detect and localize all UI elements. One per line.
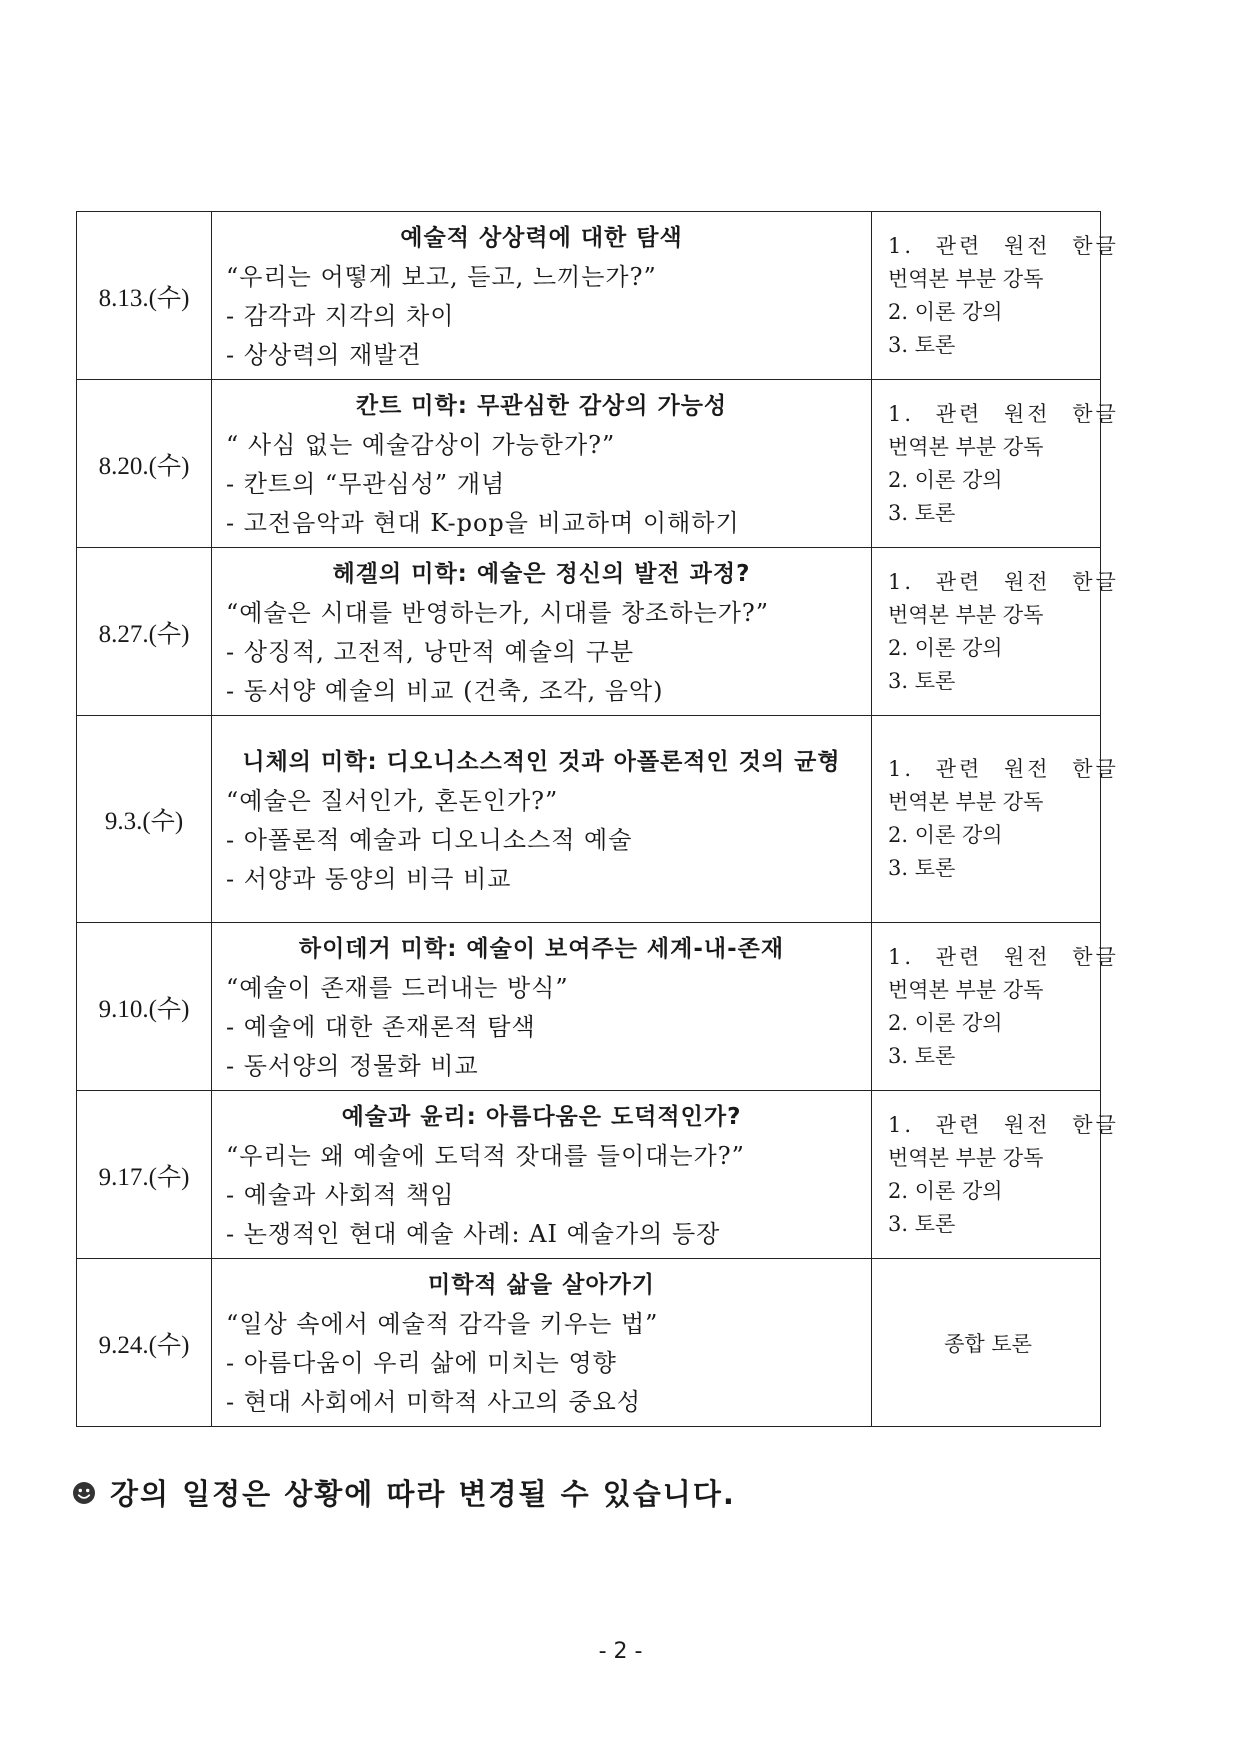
- smiley-icon: [72, 1481, 96, 1505]
- method-line: 1. 관련 원전 한글: [888, 401, 1119, 426]
- method-cell: [872, 716, 1119, 923]
- method-line: 번역본 부분 강독: [888, 977, 1044, 1002]
- session-question: “ 사심 없는 예술감상이 가능한가?”: [226, 431, 616, 459]
- method-line: 3. 토론: [888, 500, 956, 525]
- schedule-notice: [72, 1472, 736, 1513]
- method-line: 번역본 부분 강독: [888, 266, 1044, 291]
- method-line: 번역본 부분 강독: [888, 434, 1044, 459]
- content-cell: [212, 380, 872, 548]
- method-line: 1. 관련 원전 한글: [888, 569, 1119, 594]
- method-line: 1. 관련 원전 한글: [888, 757, 1119, 781]
- session-topic: 니체의 미학: 디오니소스적인 것과 아폴론적인 것의 균형: [242, 748, 841, 775]
- page-number: - 2 -: [598, 1639, 643, 1664]
- content-cell: [212, 548, 872, 716]
- session-question: “예술이 존재를 드러내는 방식”: [226, 974, 569, 1002]
- method-summary: 종합 토론: [944, 1331, 1032, 1356]
- content-cell: [212, 1259, 872, 1427]
- session-question: “예술은 질서인가, 혼돈인가?”: [226, 786, 559, 815]
- method-cell: [872, 923, 1119, 1091]
- method-cell: [872, 212, 1119, 380]
- session-point: - 예술과 사회적 책임: [226, 1181, 455, 1209]
- session-point: - 현대 사회에서 미학적 사고의 중요성: [226, 1388, 642, 1416]
- session-question: “일상 속에서 예술적 감각을 키우는 법”: [226, 1310, 659, 1338]
- method-cell: [872, 548, 1119, 716]
- session-topic: 예술과 윤리: 아름다움은 도덕적인가?: [341, 1104, 742, 1130]
- date-cell: 8.13.(수): [77, 212, 212, 380]
- method-line: 2. 이론 강의: [888, 1178, 1003, 1203]
- method-line: 2. 이론 강의: [888, 467, 1003, 492]
- date-cell: 9.17.(수): [77, 1091, 212, 1259]
- session-point: - 아폴론적 예술과 디오니소스적 예술: [226, 825, 633, 854]
- method-line: 3. 토론: [888, 856, 956, 880]
- session-point: - 상상력의 재발견: [226, 341, 422, 369]
- session-topic: 하이데거 미학: 예술이 보여주는 세계-내-존재: [298, 936, 785, 962]
- date-cell: 8.27.(수): [77, 548, 212, 716]
- date-cell: 9.10.(수): [77, 923, 212, 1091]
- table-row: [77, 212, 1101, 380]
- session-point: - 동서양의 정물화 비교: [226, 1052, 479, 1080]
- date-cell: 9.3.(수): [77, 716, 212, 923]
- session-point: - 고전음악과 현대 K-pop을 비교하며 이해하기: [226, 509, 740, 537]
- session-question: “우리는 왜 예술에 도덕적 잣대를 들이대는가?”: [226, 1142, 745, 1170]
- date-cell: 9.24.(수): [77, 1259, 212, 1427]
- method-line: 3. 토론: [888, 1043, 956, 1068]
- session-point: - 예술에 대한 존재론적 탐색: [226, 1013, 536, 1041]
- content-cell: [212, 212, 872, 380]
- table-row: [77, 548, 1101, 716]
- notice-text: 강의 일정은 상황에 따라 변경될 수 있습니다.: [110, 1477, 736, 1511]
- table-row: [77, 1259, 1101, 1427]
- session-point: - 감각과 지각의 차이: [226, 302, 455, 330]
- method-line: 1. 관련 원전 한글: [888, 944, 1119, 969]
- method-line: 번역본 부분 강독: [888, 1145, 1044, 1170]
- method-line: 2. 이론 강의: [888, 299, 1003, 324]
- method-line: 1. 관련 원전 한글: [888, 1112, 1119, 1137]
- method-cell: [872, 380, 1119, 548]
- method-line: 2. 이론 강의: [888, 1010, 1003, 1035]
- session-point: - 칸트의 “무관심성” 개념: [226, 470, 506, 498]
- content-cell: [212, 716, 872, 923]
- session-topic: 미학적 삶을 살아가기: [428, 1272, 655, 1298]
- method-line: 3. 토론: [888, 668, 956, 693]
- session-point: - 아름다움이 우리 삶에 미치는 영향: [226, 1349, 617, 1377]
- method-line: 번역본 부분 강독: [888, 602, 1044, 627]
- session-point: - 서양과 동양의 비극 비교: [226, 864, 512, 893]
- table-row: [77, 1091, 1101, 1259]
- method-line: 2. 이론 강의: [888, 823, 1003, 847]
- method-line: 2. 이론 강의: [888, 635, 1003, 660]
- session-topic: 칸트 미학: 무관심한 감상의 가능성: [355, 393, 728, 419]
- method-line: 3. 토론: [888, 1211, 956, 1236]
- session-point: - 동서양 예술의 비교 (건축, 조각, 음악): [226, 677, 664, 705]
- session-point: - 상징적, 고전적, 낭만적 예술의 구분: [226, 638, 635, 666]
- table-row: [77, 380, 1101, 548]
- content-cell: [212, 923, 872, 1091]
- date-cell: 8.20.(수): [77, 380, 212, 548]
- method-line: 번역본 부분 강독: [888, 790, 1044, 814]
- method-line: 3. 토론: [888, 332, 956, 357]
- schedule-table: [76, 211, 1119, 1427]
- method-line: 1. 관련 원전 한글: [888, 233, 1119, 258]
- method-cell: [872, 1091, 1119, 1259]
- session-point: - 논쟁적인 현대 예술 사례: AI 예술가의 등장: [226, 1220, 721, 1248]
- table-row: [77, 716, 1101, 923]
- table-row: [77, 923, 1101, 1091]
- session-question: “예술은 시대를 반영하는가, 시대를 창조하는가?”: [226, 599, 770, 627]
- method-cell: [872, 1259, 1101, 1427]
- session-topic: 헤겔의 미학: 예술은 정신의 발전 과정?: [332, 561, 751, 587]
- content-cell: [212, 1091, 872, 1259]
- session-topic: 예술적 상상력에 대한 탐색: [400, 225, 683, 251]
- session-question: “우리는 어떻게 보고, 듣고, 느끼는가?”: [226, 263, 657, 291]
